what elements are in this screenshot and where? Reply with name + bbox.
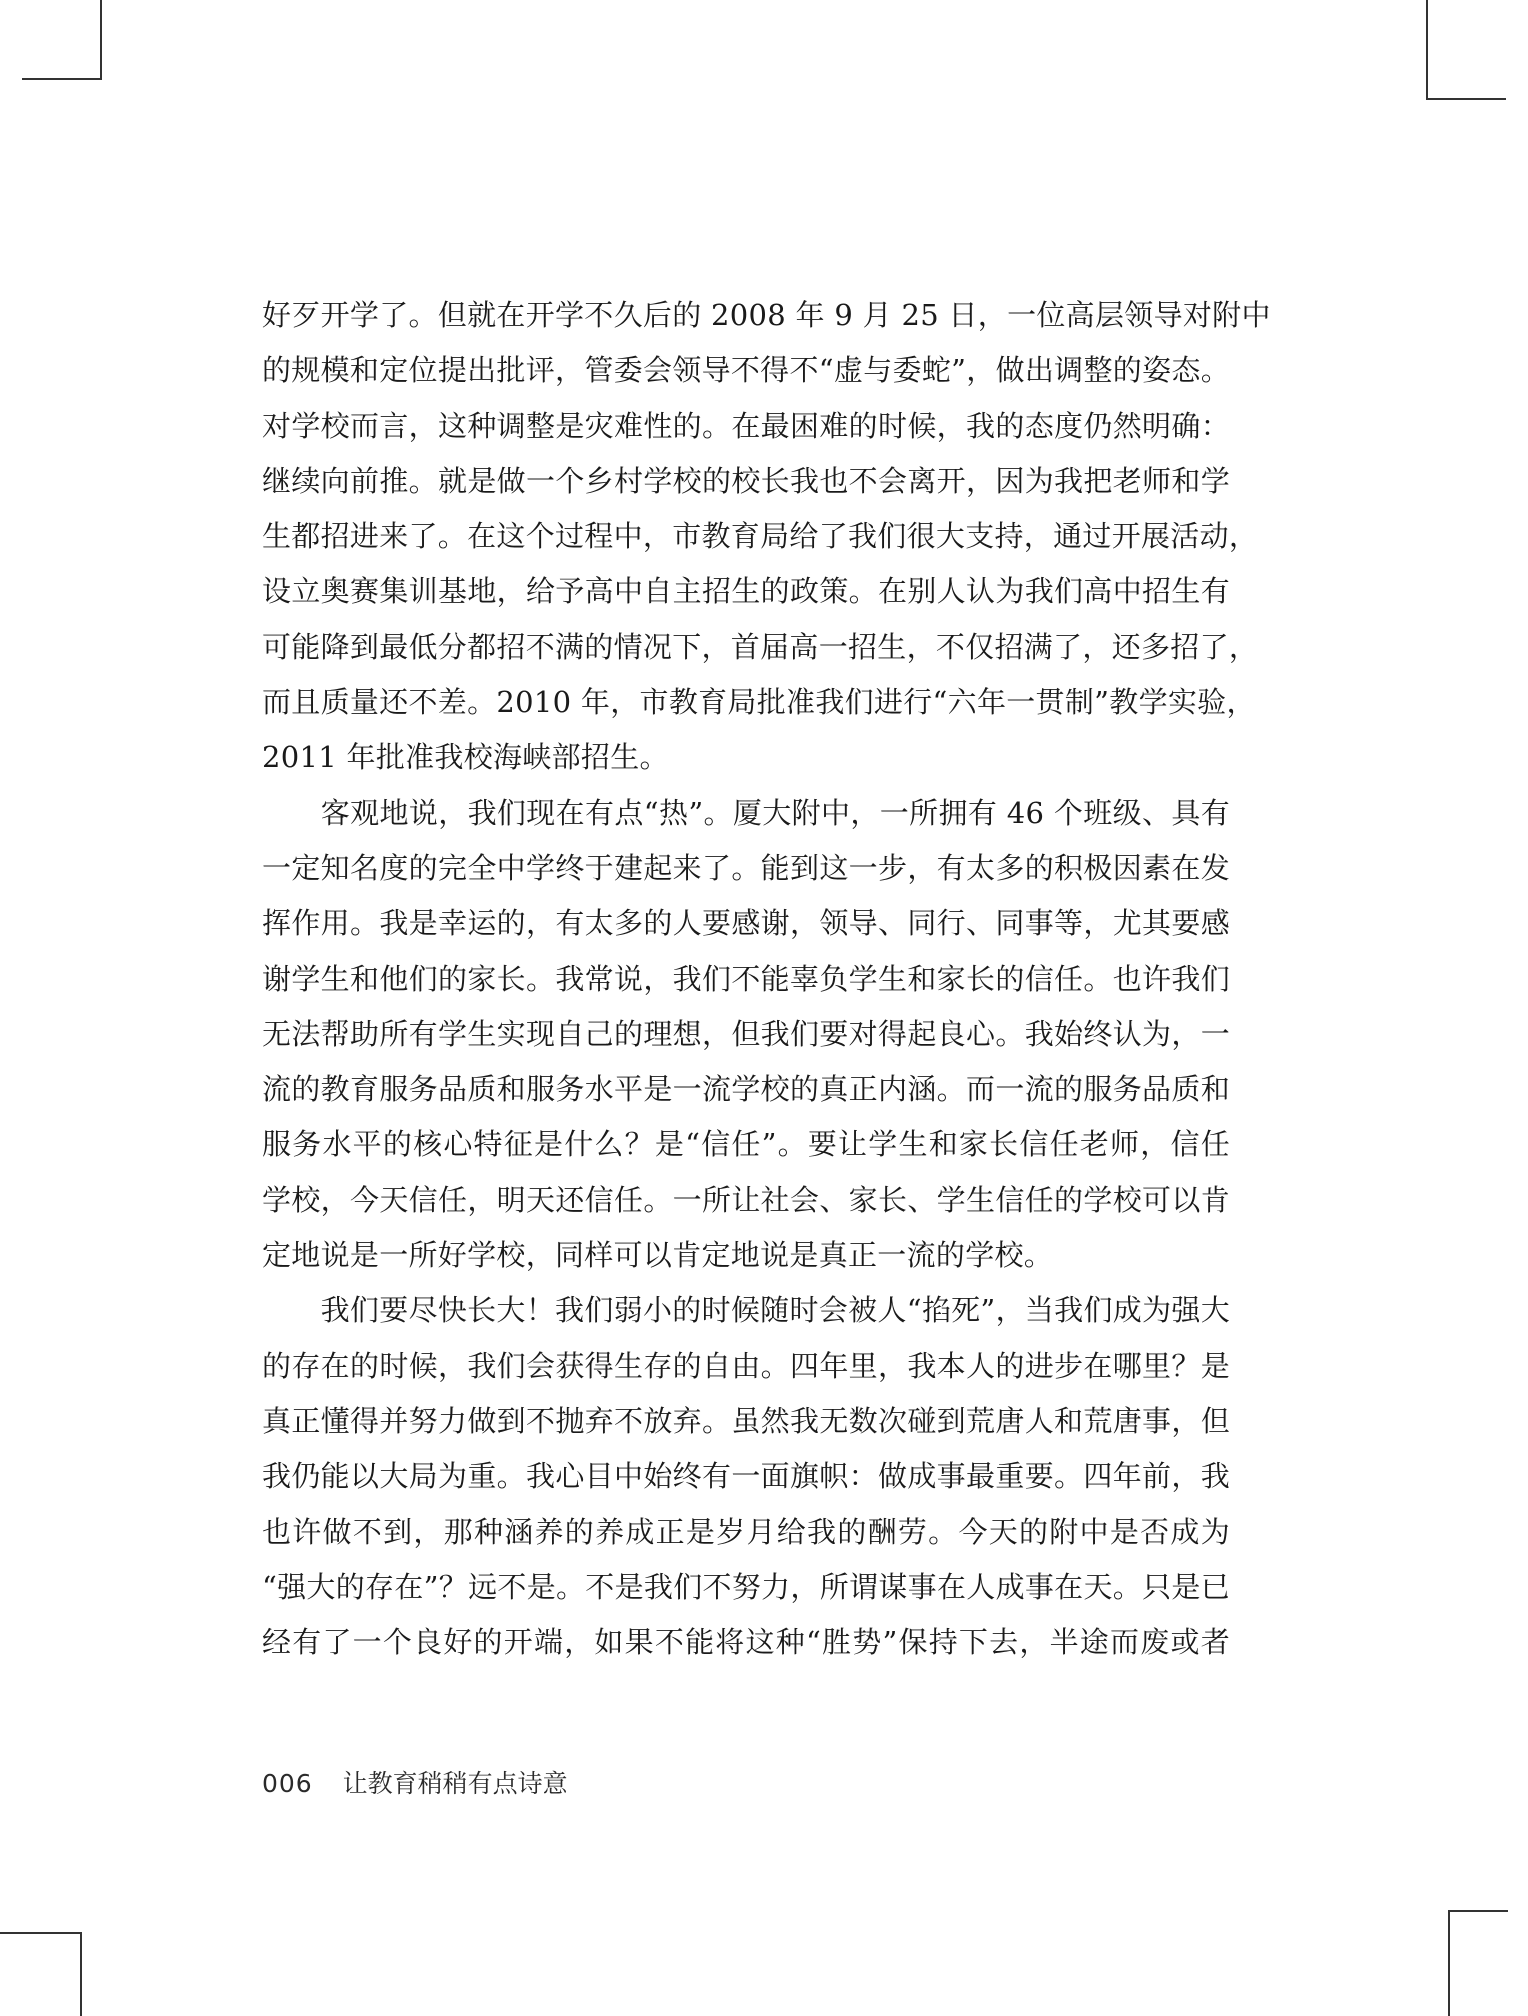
text-line: 好歹开学了。但就在开学不久后的 2008 年 9 月 25 日，一位高层领导对附中: [262, 298, 1271, 332]
text-line: 继续向前推。就是做一个乡村学校的校长我也不会离开，因为我把老师和学: [262, 463, 1230, 498]
crop-mark-bottom-right-vertical: [1448, 1910, 1450, 2016]
text-line: 的规模和定位提出批评，管委会领导不得不“虚与委蛇”，做出调整的姿态。: [262, 353, 1230, 388]
text-line: 我仍能以大局为重。我心目中始终有一面旗帜：做成事最重要。四年前，我: [262, 1459, 1230, 1494]
text-line: 无法帮助所有学生实现自己的理想，但我们要对得起良心。我始终认为，一: [262, 1016, 1230, 1051]
text-line: 流的教育服务品质和服务水平是一流学校的真正内涵。而一流的服务品质和: [262, 1072, 1230, 1107]
text-line: 的存在的时候，我们会获得生存的自由。四年里，我本人的进步在哪里？是: [262, 1348, 1230, 1383]
crop-mark-bottom-left-vertical: [80, 1932, 82, 2016]
text-line: 对学校而言，这种调整是灾难性的。在最困难的时候，我的态度仍然明确：: [262, 408, 1230, 443]
text-line: 一定知名度的完全中学终于建起来了。能到这一步，有太多的积极因素在发: [262, 850, 1230, 885]
crop-mark-bottom-right-horizontal: [1448, 1910, 1508, 1912]
text-line: “强大的存在”？远不是。不是我们不努力，所谓谋事在人成事在天。只是已: [262, 1569, 1230, 1604]
text-line: 2011 年批准我校海峡部招生。: [262, 740, 669, 775]
text-line: 谢学生和他们的家长。我常说，我们不能辜负学生和家长的信任。也许我们: [262, 961, 1230, 996]
text-line: 可能降到最低分都招不满的情况下，首届高一招生，不仅招满了，还多招了，: [262, 629, 1259, 664]
page-number: 006: [262, 1769, 313, 1798]
text-line: 也许做不到，那种涵养的养成正是岁月给我的酬劳。今天的附中是否成为: [262, 1514, 1230, 1549]
crop-mark-bottom-left-horizontal: [0, 1932, 82, 1934]
page-footer: [262, 1766, 568, 1802]
text-line: 真正懂得并努力做到不抛弃不放弃。虽然我无数次碰到荒唐人和荒唐事，但: [262, 1403, 1230, 1438]
text-line: 挥作用。我是幸运的，有太多的人要感谢，领导、同行、同事等，尤其要感: [262, 906, 1230, 941]
crop-mark-top-right-horizontal: [1426, 98, 1506, 100]
text-line: 我们要尽快长大！我们弱小的时候随时会被人“掐死”，当我们成为强大: [262, 1293, 1230, 1328]
crop-mark-top-right-vertical: [1426, 0, 1428, 100]
text-line: 而且质量还不差。2010 年，市教育局批准我们进行“六年一贯制”教学实验，: [262, 685, 1256, 720]
text-line: 生都招进来了。在这个过程中，市教育局给了我们很大支持，通过开展活动，: [262, 519, 1259, 554]
text-line: 客观地说，我们现在有点“热”。厦大附中，一所拥有 46 个班级、具有: [262, 795, 1230, 830]
text-line: 定地说是一所好学校，同样可以肯定地说是真正一流的学校。: [262, 1238, 1054, 1273]
book-title: 让教育稍稍有点诗意: [342, 1769, 568, 1798]
text-line: 学校，今天信任，明天还信任。一所让社会、家长、学生信任的学校可以肯: [262, 1182, 1230, 1217]
text-line: 经有了一个良好的开端，如果不能将这种“胜势”保持下去，半途而废或者: [262, 1625, 1230, 1660]
crop-mark-top-left-vertical: [100, 0, 102, 80]
crop-mark-top-left-horizontal: [22, 78, 102, 80]
text-line: 设立奥赛集训基地，给予高中自主招生的政策。在别人认为我们高中招生有: [262, 574, 1230, 609]
text-line: 服务水平的核心特征是什么？是“信任”。要让学生和家长信任老师，信任: [262, 1127, 1230, 1162]
body-text: [262, 288, 1271, 1670]
